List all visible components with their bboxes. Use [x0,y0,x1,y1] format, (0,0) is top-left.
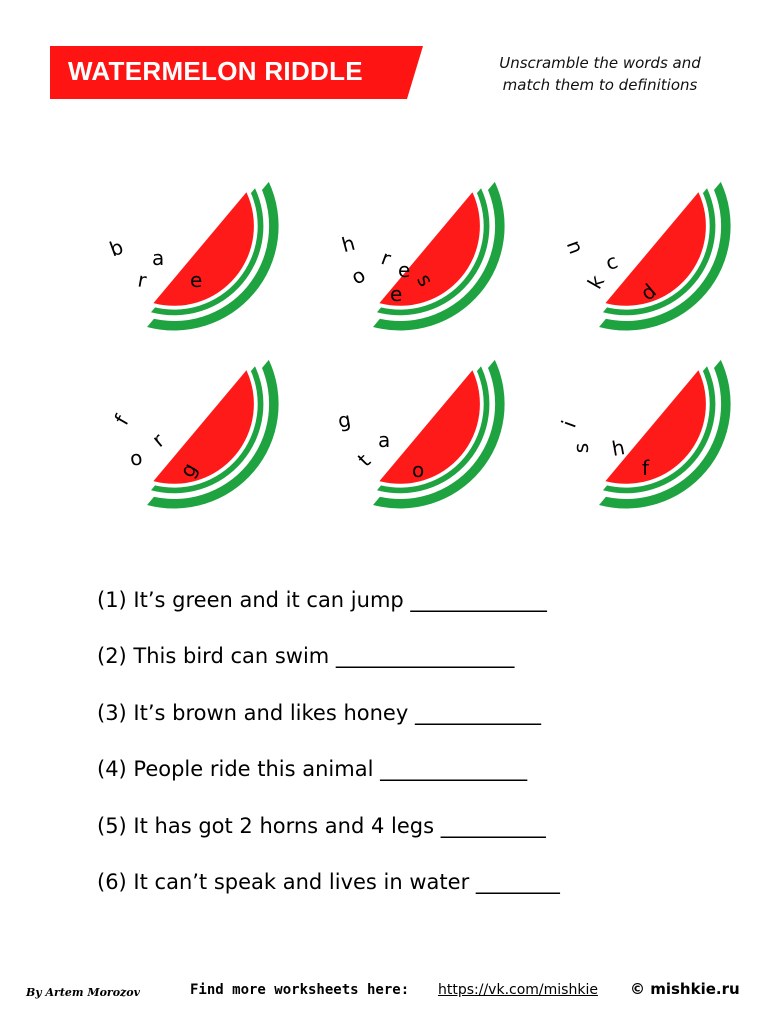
riddle-6: (6) It can’t speak and lives in water ________ [97,870,560,894]
scrambled-letter: s [569,442,594,454]
vk-link[interactable]: https://vk.com/mishkie [438,982,598,998]
scrambled-letter: g [336,407,353,433]
scrambled-letter: f [642,456,650,480]
riddle-5: (5) It has got 2 horns and 4 legs __________ [97,814,546,838]
scrambled-letter: i [556,417,582,431]
scrambled-letter: e [398,258,411,282]
scrambled-letter: r [135,267,149,293]
scrambled-letter: t [352,448,376,472]
watermelon-icon [72,188,272,338]
riddle-1: (1) It’s green and it can jump _____________ [97,588,547,612]
watermelon-slice-4 [72,366,272,516]
scrambled-letter: g [174,458,202,482]
riddle-3: (3) It’s brown and likes honey ____________ [97,701,541,725]
watermelon-icon [524,366,724,516]
instructions-line-2: match them to definitions [502,76,698,94]
scrambled-letter: s [412,269,439,291]
scrambled-letter: e [390,282,403,306]
scrambled-letter: b [106,234,127,262]
watermelon-icon [524,188,724,338]
scrambled-letter: r [147,428,169,452]
worksheet-title: WATERMELON RIDDLE [68,56,363,86]
scrambled-letter: a [152,246,165,270]
watermelon-icon [72,366,272,516]
scrambled-letter: o [346,262,370,290]
watermelon-slice-1 [72,188,272,338]
watermelon-slice-3 [524,188,724,338]
copyright-notice: © mishkie.ru [630,980,740,998]
scrambled-letter: h [610,435,627,461]
scrambled-letter: k [582,270,610,294]
scrambled-letter: o [128,445,145,471]
scrambled-letter: h [339,230,358,258]
scrambled-letter: r [378,245,395,271]
instructions [470,52,730,96]
author-credit: By Artem Morozov [26,986,141,999]
scrambled-letter: d [635,278,661,306]
instructions-line-1: Unscramble the words and [499,54,701,72]
riddle-2: (2) This bird can swim _________________ [97,644,515,668]
riddle-4: (4) People ride this animal ______________ [97,757,528,781]
scrambled-letter: e [190,268,203,292]
footer [0,980,768,1010]
scrambled-letter: f [109,410,134,430]
watermelon-slice-5 [298,366,498,516]
scrambled-letter: u [558,237,586,259]
watermelon-icon [298,366,498,516]
scrambled-letter: o [412,458,425,482]
watermelon-slice-2 [298,188,498,338]
watermelon-slice-6 [524,366,724,516]
scrambled-letter: a [378,428,391,452]
more-worksheets-text: Find more worksheets here: [190,982,410,998]
scrambled-letter: c [602,248,621,276]
